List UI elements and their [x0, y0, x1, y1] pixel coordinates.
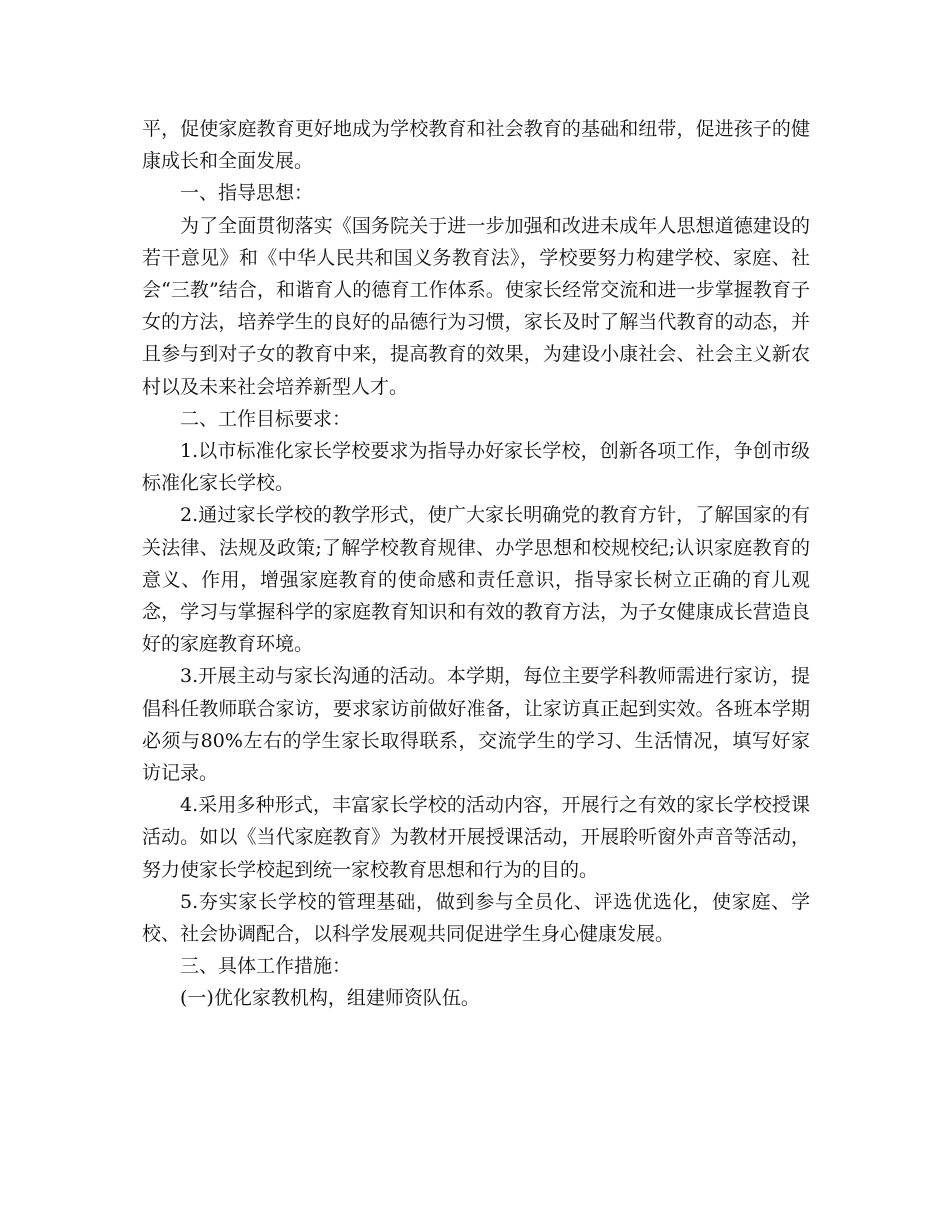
document-page [142, 113, 810, 1015]
list-item-goal-2: 2.通过家长学校的教学形式，使广大家长明确党的教育方针，了解国家的有关法律、法规及政策;了解学校教育规律、办学思想和校规校纪;认识家庭教育的意义、作用，增强家庭教育的使命感和责任意识，指导家长树立正确的育儿观念，学习与掌握科学的家庭教育知识和有效的教育方法，为子女健康成长营造良好的家庭教育环境。 [142, 504, 810, 656]
paragraph-intro-continuation: 平，促使家庭教育更好地成为学校教育和社会教育的基础和纽带，促进孩子的健康成长和全面发展。 [142, 118, 810, 173]
list-item-goal-1: 1.以市标准化家长学校要求为指导办好家长学校，创新各项工作，争创市级标准化家长学校。 [142, 440, 810, 495]
paragraph-guiding-ideology: 为了全面贯彻落实《国务院关于进一步加强和改进未成年人思想道德建设的若干意见》和《中华人民共和国义务教育法》，学校要努力构建学校、家庭、社会“三教”结合，和谐育人的德育工作体系。使家长经常交流和进一步掌握教育子女的方法，培养学生的良好的品德行为习惯，家长及时了解当代教育的动态，并且参与到对子女的教育中来，提高教育的效果，为建设小康社会、社会主义新农村以及未来社会培养新型人才。 [142, 214, 810, 398]
heading-specific-measures: 三、具体工作措施： [180, 955, 352, 978]
list-item-goal-4: 4.采用多种形式，丰富家长学校的活动内容，开展行之有效的家长学校授课活动。如以《当代家庭教育》为教材开展授课活动，开展聆听窗外声音等活动，努力使家长学校起到统一家校教育思想和行为的目的。 [142, 794, 810, 881]
list-item-goal-3: 3.开展主动与家长沟通的活动。本学期，每位主要学科教师需进行家访，提倡科任教师联合家访，要求家访前做好准备，让家访真正起到实效。各班本学期必须与80%左右的学生家长取得联系，交流学生的学习、生活情况，填写好家访记录。 [142, 665, 810, 785]
heading-work-goals: 二、工作目标要求： [180, 407, 352, 430]
heading-guiding-ideology: 一、指导思想： [180, 182, 314, 205]
list-item-goal-5: 5.夯实家长学校的管理基础，做到参与全员化、评选优选化，使家庭、学校、社会协调配合，以科学发展观共同促进学生身心健康发展。 [142, 890, 810, 946]
subheading-measure-1: (一)优化家教机构，组建师资队伍。 [180, 987, 480, 1010]
